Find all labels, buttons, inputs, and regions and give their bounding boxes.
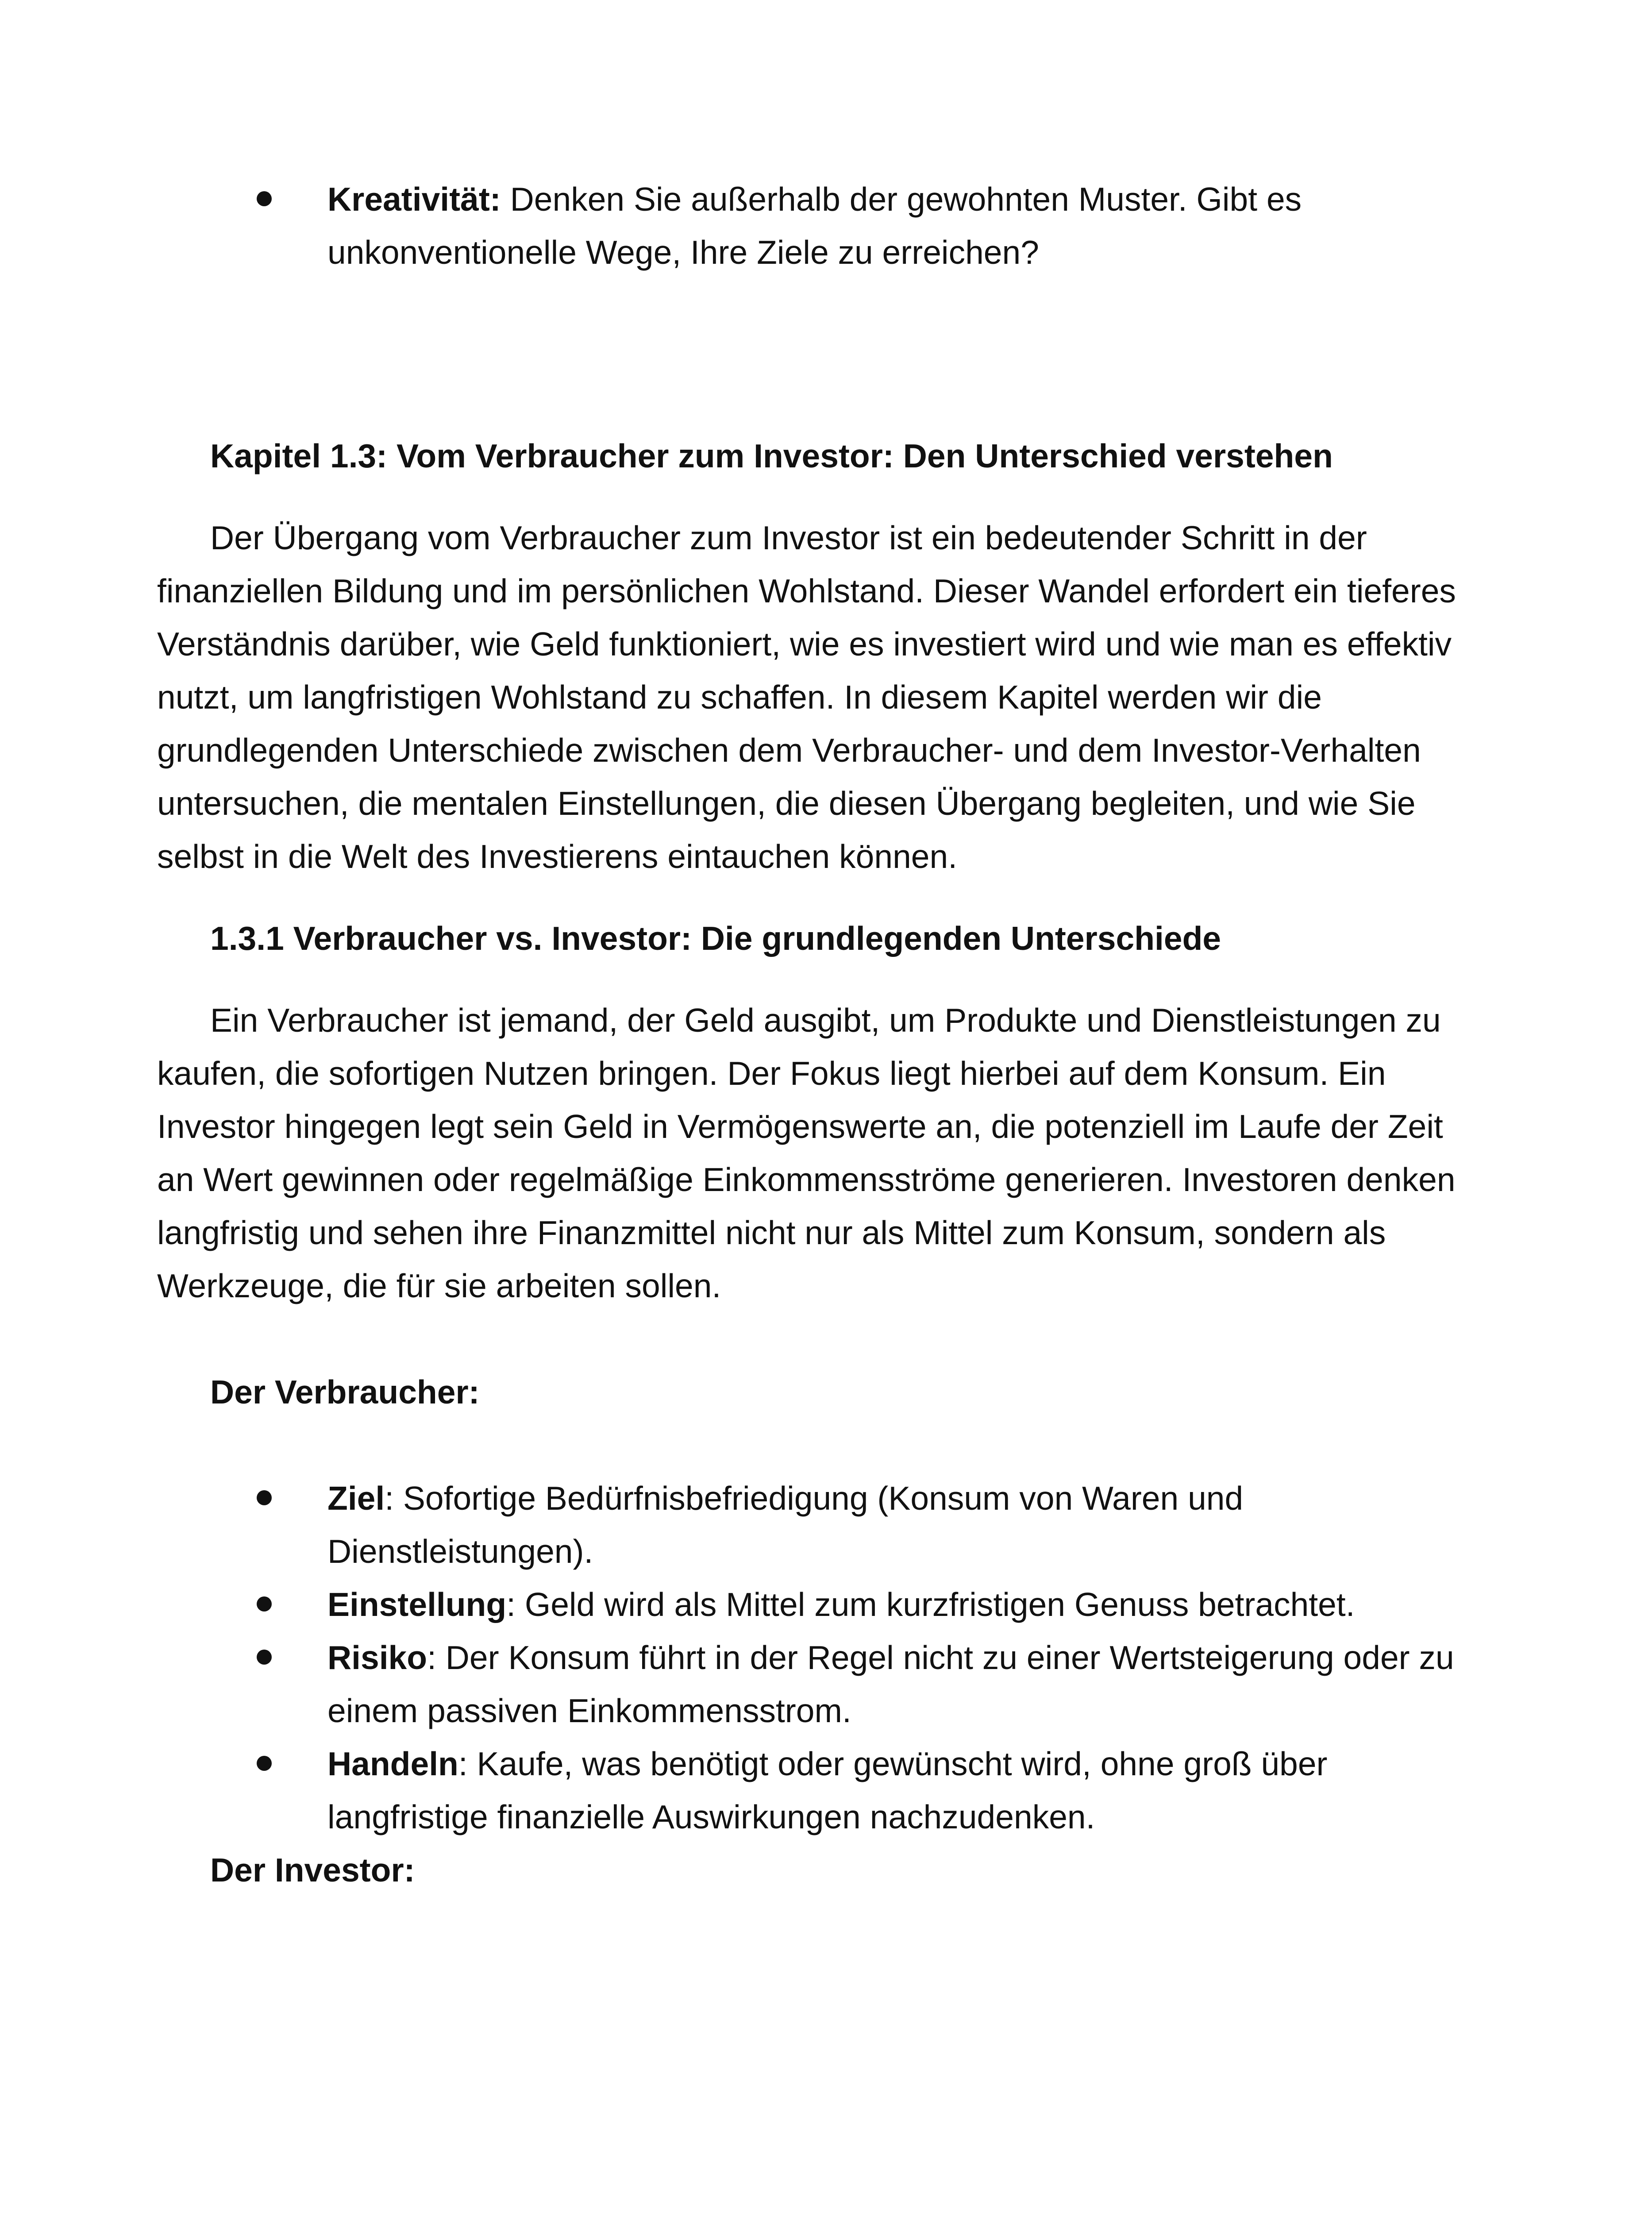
list-item <box>157 1737 1476 1843</box>
bullet-label: Einstellung <box>327 1586 507 1623</box>
list-item <box>157 1578 1476 1631</box>
bullet-dot-icon <box>257 1490 272 1505</box>
bullet-text: : Kaufe, was benötigt oder gewünscht wird, ohne groß über langfristige finanzielle Auswirkungen nachzudenken. <box>327 1745 1328 1835</box>
section-title: 1.3.1 Verbraucher vs. Investor: Die grundlegenden Unterschiede <box>210 920 1221 957</box>
bullet-text: : Der Konsum führt in der Regel nicht zu einer Wertsteigerung oder zu einem passiven Einkommensstrom. <box>327 1639 1454 1729</box>
chapter-intro-paragraph: Der Übergang vom Verbraucher zum Investor ist ein bedeutender Schritt in der finanziellen Bildung und im persönlichen Wohlstand. Dieser Wandel erfordert ein tieferes Verständnis darüber, wie Geld funktioniert, wie es investiert wird und wie man es effektiv nutzt, um langfristigen Wohlstand zu schaffen. In diesem Kapitel werden wir die grundlegenden Unterschiede zwischen dem Verbraucher- und dem Investor-Verhalten untersuchen, die mentalen Einstellungen, die diesen Übergang begleiten, und wie Sie selbst in die Welt des Investierens eintauchen können. <box>157 519 1456 875</box>
section-body-paragraph: Ein Verbraucher ist jemand, der Geld ausgibt, um Produkte und Dienstleistungen zu kaufen, die sofortigen Nutzen bringen. Der Fokus liegt hierbei auf dem Konsum. Ein Investor hingegen legt sein Geld in Vermögenswerte an, die potenziell im Laufe der Zeit an Wert gewinnen oder regelmäßige Einkommensströme generieren. Investoren denken langfristig und sehen ihre Finanzmittel nicht nur als Mittel zum Konsum, sondern als Werkzeuge, die für sie arbeiten sollen. <box>157 1002 1456 1304</box>
bullet-label: Kreativität: <box>327 181 501 218</box>
investor-heading: Der Investor: <box>210 1851 415 1889</box>
consumer-heading: Der Verbraucher: <box>210 1373 480 1411</box>
bullet-label: Handeln <box>327 1745 458 1782</box>
bullet-dot-icon <box>257 1650 272 1665</box>
list-item <box>157 1631 1476 1737</box>
bullet-text: : Geld wird als Mittel zum kurzfristigen Genuss betrachtet. <box>506 1586 1355 1623</box>
bullet-text: : Sofortige Bedürfnisbefriedigung (Konsum von Waren und Dienstleistungen). <box>327 1480 1244 1570</box>
bullet-text: Denken Sie außerhalb der gewohnten Muster. Gibt es unkonventionelle Wege, Ihre Ziele zu erreichen? <box>327 181 1302 271</box>
consumer-list <box>157 1472 1476 1843</box>
bullet-label: Risiko <box>327 1639 427 1676</box>
bullet-dot-icon <box>257 1756 272 1771</box>
document-page <box>157 173 1476 1897</box>
list-item <box>157 173 1476 279</box>
top-bullet-list <box>157 173 1476 279</box>
bullet-dot-icon <box>257 1596 272 1612</box>
list-item <box>157 1472 1476 1578</box>
bullet-dot-icon <box>257 191 272 206</box>
bullet-label: Ziel <box>327 1480 385 1517</box>
chapter-title: Kapitel 1.3: Vom Verbraucher zum Investor: Den Unterschied verstehen <box>210 437 1333 474</box>
